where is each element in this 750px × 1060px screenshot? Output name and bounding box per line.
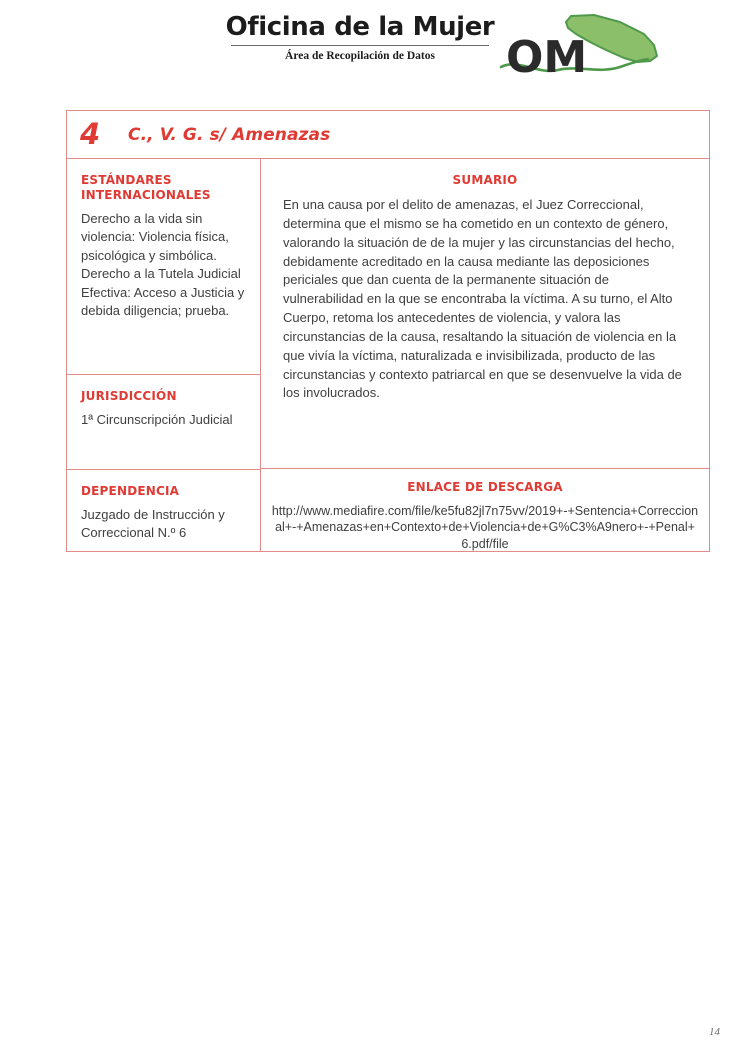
om-logo <box>498 12 666 84</box>
case-body <box>67 159 709 551</box>
section-jurisdiccion-text: 1ª Circunscripción Judicial <box>81 412 233 427</box>
section-jurisdiccion <box>67 374 260 469</box>
download-link[interactable]: http://www.mediafire.com/file/ke5fu82jl7n75vv/2019+-+Sentencia+Correccional+-+Amenazas+en+Contexto+de+Violencia+de+G%C3%A9nero+-+Penal+6.pdf/file <box>271 504 699 551</box>
section-estandares <box>67 159 260 374</box>
page-subtitle: Área de Recopilación de Datos <box>285 50 435 63</box>
title-underline-rule <box>231 45 489 46</box>
section-sumario-label: SUMARIO <box>452 173 518 187</box>
case-title-row <box>67 111 709 159</box>
section-estandares-label: ESTÁNDARES INTERNACIONALES <box>81 173 211 202</box>
section-dependencia <box>67 469 260 551</box>
case-left-column <box>67 159 261 551</box>
brand-block <box>225 14 495 62</box>
section-sumario <box>261 159 709 469</box>
case-card <box>66 110 710 552</box>
section-enlace <box>261 469 709 551</box>
section-estandares-text: Derecho a la vida sin violencia: Violencia física, psicológica y simbólica. Derecho a la Tutela Judicial Efectiva: Acceso a Justicia y debida diligencia; prueba. <box>81 211 245 319</box>
case-number: 4 <box>80 117 101 151</box>
om-wordmark: OM <box>506 32 588 83</box>
section-sumario-text: En una causa por el delito de amenazas, el Juez Correccional, determina que el mismo se ha cometido en un contexto de género, valorando la situación de de la mujer y las circunstancias del hecho, debidamente acreditado en la causa mediante las deposiciones periciales que dan cuenta de la permanente situación de vulnerabilidad en la que se encontraba la víctima. A su turno, el Alto Cuerpo, retoma los antecedentes de violencia, y valora las circunstancias de la causa, resaltando la situación de violencia en la que vivía la víctima, naturalizada e invisibilizada, producto de las circunstancias y contexto patriarcal en que se desenvuelve la vida de los involucrados. <box>283 197 682 401</box>
section-enlace-label: ENLACE DE DESCARGA <box>407 480 563 494</box>
section-jurisdiccion-label: JURISDICCIÓN <box>81 389 177 403</box>
page-number: 14 <box>709 1026 720 1038</box>
case-right-column <box>261 159 709 551</box>
case-title: C., V. G. s/ Amenazas <box>128 124 331 145</box>
page-title: Oficina de la Mujer <box>225 12 495 42</box>
section-dependencia-label: DEPENDENCIA <box>81 484 180 498</box>
section-dependencia-text: Juzgado de Instrucción y Correccional N.º 6 <box>81 507 225 541</box>
page-header <box>0 0 750 96</box>
om-logo-graphic <box>498 12 666 84</box>
